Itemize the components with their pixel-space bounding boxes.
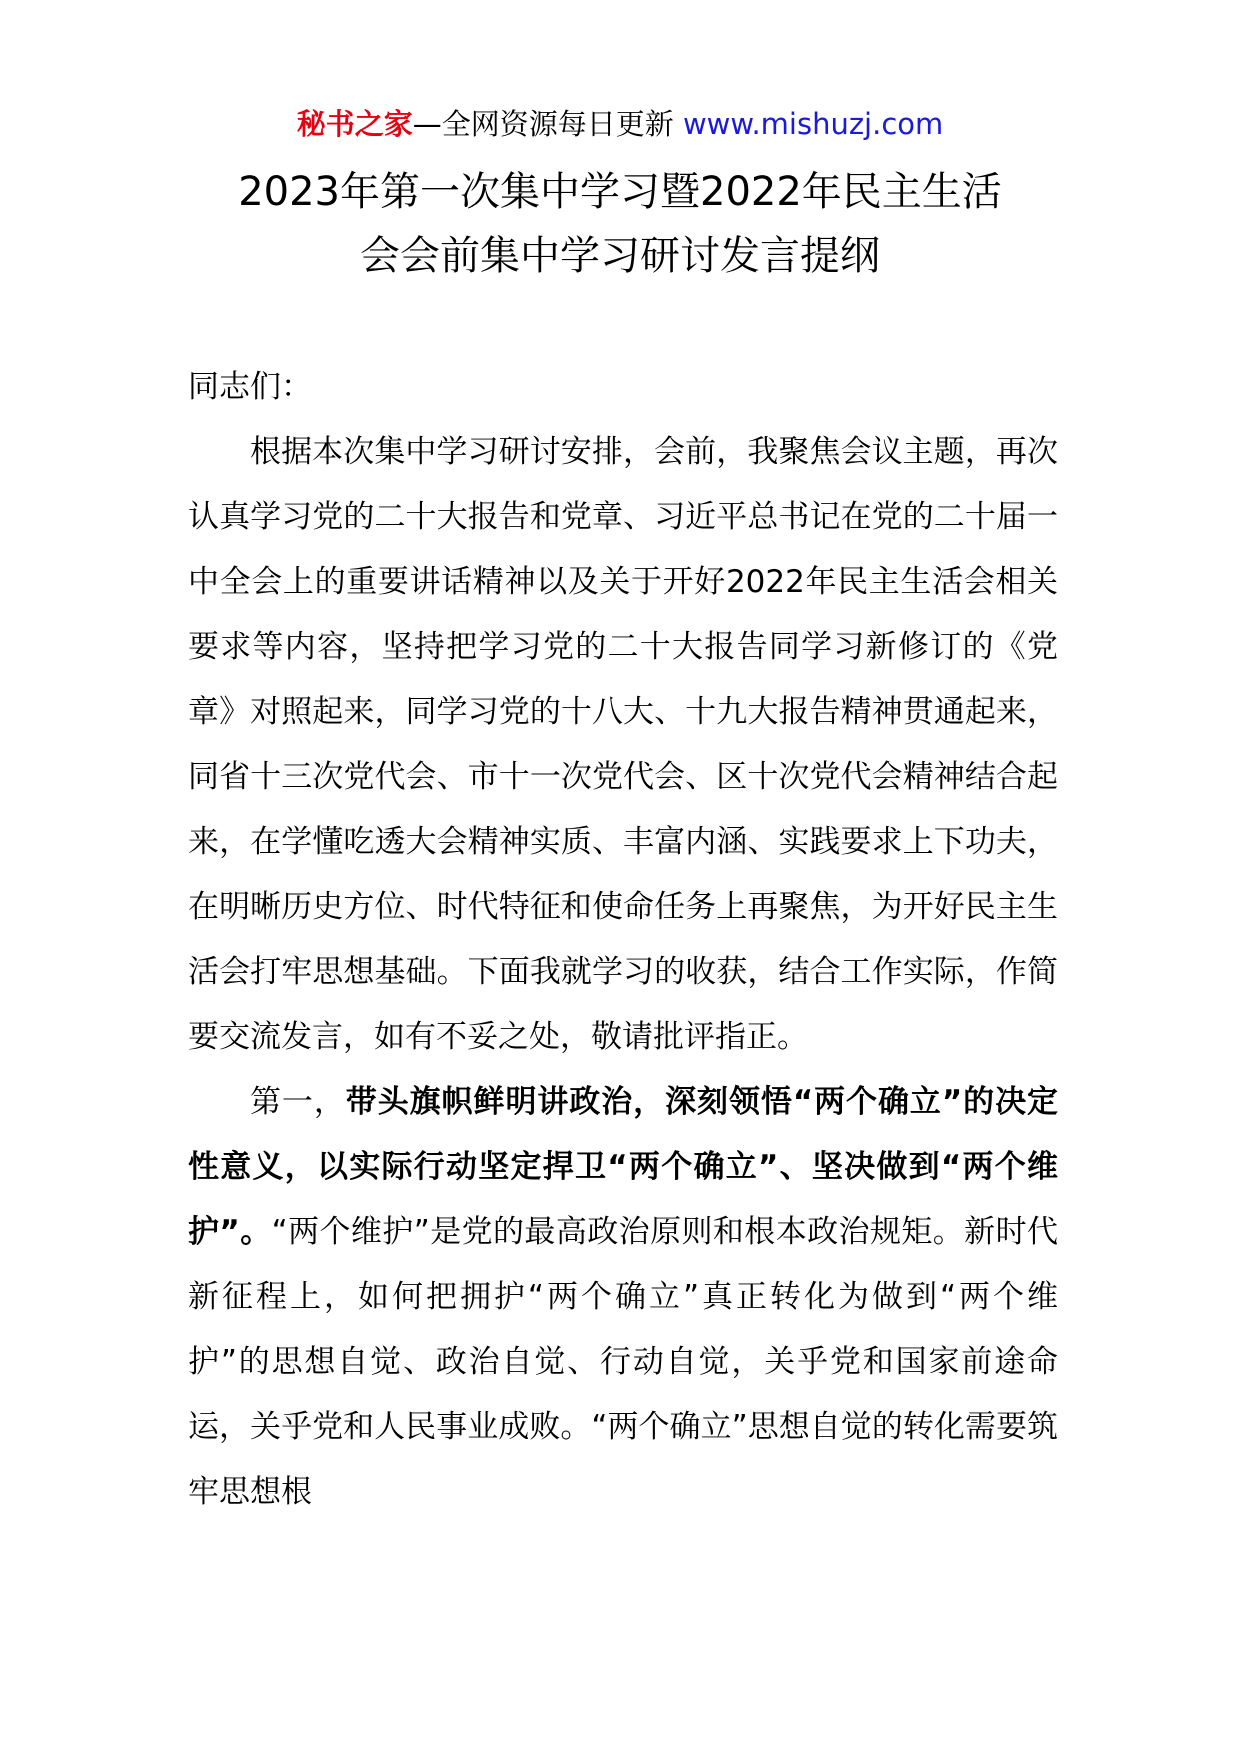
header-tagline: —全网资源每日更新 (412, 107, 674, 141)
point-one-body: “两个维护”是党的最高政治原则和根本政治规矩。新时代新征程上，如何把拥护“两个确立”真正转化为做到“两个维护”的思想自觉、政治自觉、行动自觉，关乎党和国家前途命运，关乎党和人民事业成败。“两个确立”思想自觉的转化需要筑牢思想根 (188, 1214, 1058, 1510)
site-url-link[interactable]: www.mishuzj.com (682, 107, 944, 141)
title-line-2: 会会前集中学习研讨发言提纲 (360, 233, 880, 279)
salutation: 同志们： (188, 369, 312, 405)
point-one-heading: 带头旗帜鲜明讲政治，深刻领悟“两个确立”的决定性意义，以实际行动坚定捍卫“两个确立”、坚决做到“两个维护”。 (188, 1084, 1059, 1250)
title-line-1: 2023年第一次集中学习暨2022年民主生活 (238, 169, 1002, 215)
document-body (188, 355, 1058, 1525)
brand-name: 秘书之家 (296, 107, 413, 141)
paragraph-point-one (188, 1070, 1058, 1525)
point-one-lead: 第一， (250, 1084, 346, 1120)
document-title (140, 160, 1100, 288)
paragraph-intro: 根据本次集中学习研讨安排，会前，我聚焦会议主题，再次认真学习党的二十大报告和党章、习近平总书记在党的二十届一中全会上的重要讲话精神以及关于开好2022年民主生活会相关要求等内容，坚持把学习党的二十大报告同学习新修订的《党章》对照起来，同学习党的十八大、十九大报告精神贯通起来，同省十三次党代会、市十一次党代会、区十次党代会精神结合起来，在学懂吃透大会精神实质、丰富内涵、实践要求上下功夫，在明晰历史方位、时代特征和使命任务上再聚焦，为开好民主生活会打牢思想基础。下面我就学习的收获，结合工作实际，作简要交流发言，如有不妥之处，敬请批评指正。 (188, 434, 1058, 1055)
site-header (0, 100, 1240, 148)
